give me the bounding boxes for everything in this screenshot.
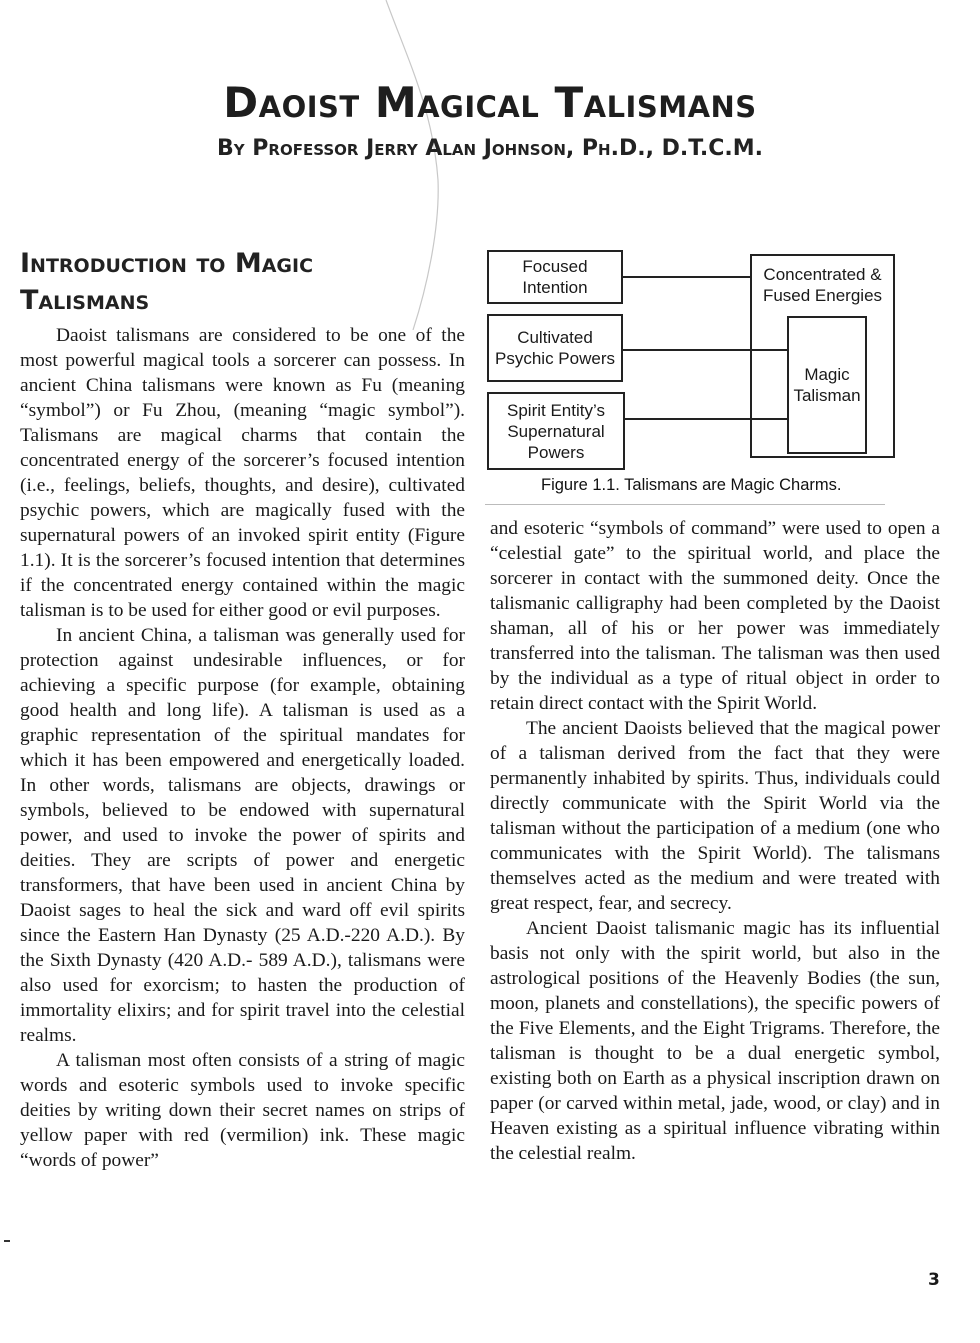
left-column bbox=[20, 245, 465, 1173]
connector-line bbox=[623, 349, 789, 351]
right-column bbox=[490, 516, 940, 1166]
box-spirit-entity-powers: Spirit Entity’s Supernatural Powers bbox=[487, 392, 625, 470]
caption-divider bbox=[485, 504, 885, 505]
paragraph: The ancient Daoists believed that the magical power of a talisman derived from the fact that they were permanently inhabited by spirits. Thus, individuals could directly communicate with the Spirit World via the talisman without the participation of a medium (one who communicates with the Spirit World). The talismans themselves acted as the medium and were treated with great respect, fear, and secrecy. bbox=[490, 718, 940, 914]
figure-diagram bbox=[485, 248, 905, 503]
paragraph: A talisman most often consists of a string of magic words and esoteric symbols used to invoke specific deities by writing down their secret names on strips of yellow paper with red (vermilion) ink. These magic “words of power” bbox=[20, 1050, 465, 1171]
paragraph: and esoteric “symbols of command” were used to open a “celestial gate” to the spiritual world, and place the sorcerer in contact with the summoned deity. Once the talismanic calligraphy had been completed by the Daoist shaman, all of his or her power was immediately transferred into the talisman. The talisman was then used by the individual as a type of ritual object in order to retain direct contact with the Spirit World. bbox=[490, 518, 940, 714]
box-magic-talisman: Magic Talisman bbox=[787, 316, 867, 454]
margin-mark bbox=[4, 1240, 10, 1242]
section-heading-line1: Introduction to Magic bbox=[20, 248, 314, 279]
paragraph: Ancient Daoist talismanic magic has its influential basis not only with the spirit world, but also in the astrological positions of the Heavenly Bodies (the sun, moon, planets and constellations), the specific powers of the Five Elements, and the Eight Trigrams. Therefore, the talisman is thought to be a dual energetic symbol, existing both on Earth as a physical inscription drawn on paper (or carved within metal, jade, wood, or clay) and in Heaven existing as a spiritual influence vibrating within the celestial realm. bbox=[490, 918, 940, 1164]
box-focused-intention: Focused Intention bbox=[487, 250, 623, 304]
paragraph: Daoist talismans are considered to be one of the most powerful magical tools a sorcerer can possess. In ancient China talismans were known as Fu (meaning “symbol”) or Fu Zhou, (meaning “magic symbol”). Talismans are magical charms that contain the concentrated energy of the sorcerer’s focused intention (i.e., feelings, beliefs, thoughts, and desire), cultivated psychic powers, which are magically fused with the supernatural powers of an invoked spirit entity (Figure 1.1). It is the sorcerer’s focused intention that determines if the concentrated energy contained within the magic talisman is to be used for either good or evil purposes. bbox=[20, 325, 465, 621]
box-cultivated-psychic-powers: Cultivated Psychic Powers bbox=[487, 314, 623, 382]
section-heading-line2: Talismans bbox=[20, 285, 150, 316]
paragraph: In ancient China, a talisman was generally used for protection against undesirable influences, or for achieving a specific purpose (for example, obtaining good health and long life). A talisman is used as a graphic representation of the spiritual mandates for which it has been empowered and energetically loaded. In other words, talismans are objects, drawings or symbols, believed to be endowed with supernatural power, and used to invoke the power of spirits and deities. They are scripts of power and energetic transformers, that have been used in ancient China by Daoist sages to heal the sick and ward off evil spirits since the Eastern Han Dynasty (25 A.D.-220 A.D.). By the Sixth Dynasty (420 A.D.- 589 A.D.), talismans were also used for exorcism; to hasten the production of immortality elixirs; and for spirit travel into the celestial realms. bbox=[20, 625, 465, 1046]
section-heading bbox=[20, 245, 465, 319]
page-title: Daoist Magical Talismans bbox=[223, 78, 757, 127]
author-byline: By Professor Jerry Alan Johnson, Ph.D., D.T.C.M. bbox=[217, 136, 763, 161]
concentrated-label: Concentrated & Fused Energies bbox=[762, 265, 883, 305]
connector-line bbox=[623, 276, 752, 278]
connector-line bbox=[625, 418, 789, 420]
figure-caption: Figure 1.1. Talismans are Magic Charms. bbox=[541, 476, 842, 494]
page-number: 3 bbox=[928, 1270, 940, 1290]
